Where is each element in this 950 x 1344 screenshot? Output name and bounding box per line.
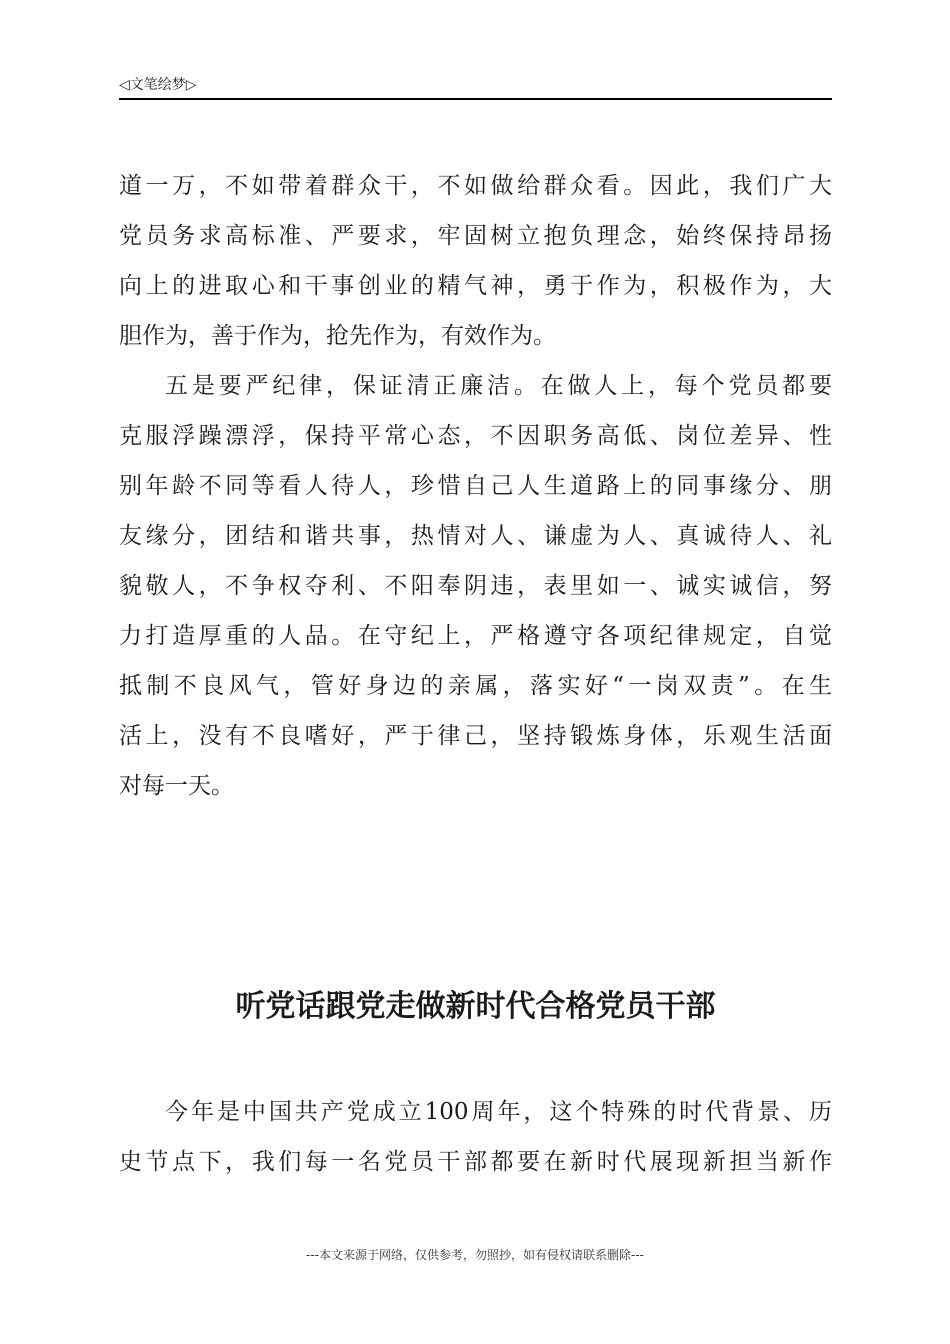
text-line: 克服浮躁漂浮，保持平常心态，不因职务高低、岗位差异、性	[119, 423, 832, 449]
text-line: 活上，没有不良嗜好，严于律己，坚持锻炼身体，乐观生活面	[119, 723, 832, 749]
text-line: 道一万，不如带着群众干，不如做给群众看。因此，我们广大	[119, 173, 832, 199]
text-line: 别年龄不同等看人待人，珍惜自己人生道路上的同事缘分、朋	[119, 473, 832, 499]
text-line: 今年是中国共产党成立100周年，这个特殊的时代背景、历	[165, 1099, 832, 1125]
text-line: 史节点下，我们每一名党员干部都要在新时代展现新担当新作	[119, 1149, 832, 1175]
text-line: 向上的进取心和干事创业的精气神，勇于作为，积极作为，大	[119, 273, 832, 299]
article-title: 听党话跟党走做新时代合格党员干部	[235, 989, 716, 1024]
paragraph-discipline	[119, 361, 832, 811]
text-line: 胆作为，善于作为，抢先作为，有效作为。	[119, 323, 556, 349]
page-header	[119, 72, 832, 100]
text-line: 对每一天。	[119, 773, 234, 799]
text-line: 貌敬人，不争权夺利、不阳奉阴违，表里如一、诚实诚信，努	[119, 573, 832, 599]
text-line: 五是要严纪律，保证清正廉洁。在做人上，每个党员都要	[165, 373, 832, 399]
paragraph-intro	[119, 1087, 832, 1187]
paragraph-continuation	[119, 161, 832, 361]
text-line: 党员务求高标准、严要求，牢固树立抱负理念，始终保持昂扬	[119, 223, 832, 249]
text-line: 友缘分，团结和谐共事，热情对人、谦虚为人、真诚待人、礼	[119, 523, 832, 549]
text-line: 抵制不良风气，管好身边的亲属，落实好“一岗双责”。在生	[119, 673, 832, 699]
text-line: 力打造厚重的人品。在守纪上，严格遵守各项纪律规定，自觉	[119, 623, 832, 649]
page-footer-disclaimer: ---本文来源于网络，仅供参考，勿照抄，如有侵权请联系删除---	[306, 1248, 644, 1262]
header-brand: ◁文笔绘梦▷	[119, 77, 197, 93]
